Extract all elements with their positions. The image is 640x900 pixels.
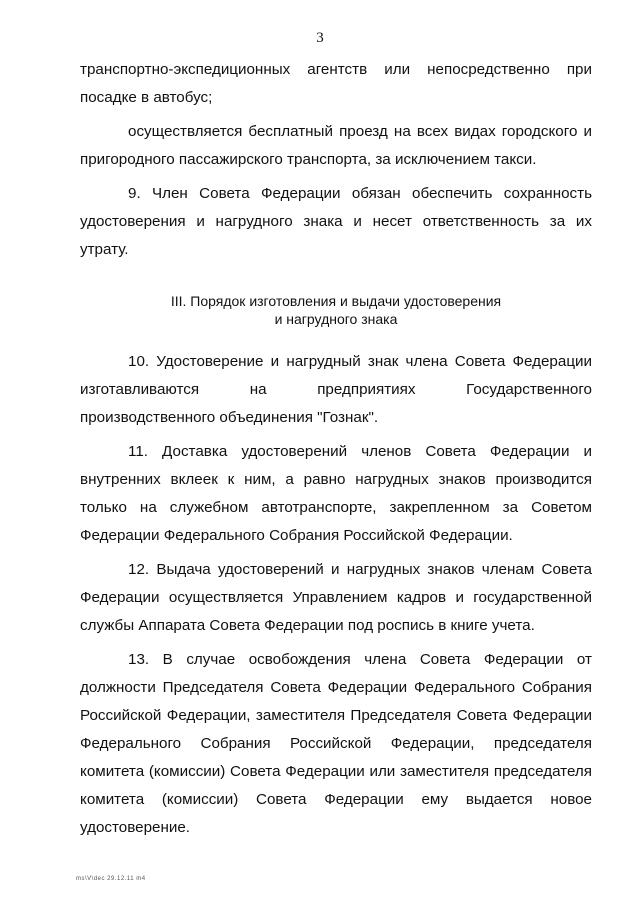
paragraph-free-travel: осуществляется бесплатный проезд на всех видах городского и пригородного пассажирского транспорта, за исключением такси. [80,123,592,168]
paragraph-10: 10. Удостоверение и нагрудный знак члена Совета Федерации изготавливаются на предприятиях Государственного производственного объединения "Гознак". [80,353,592,426]
document-body [80,56,592,848]
paragraph-9: 9. Член Совета Федерации обязан обеспечить сохранность удостоверения и нагрудного знака и несет ответственность за их утрату. [80,185,592,258]
section-heading-line-1: III. Порядок изготовления и выдачи удостоверения [170,293,502,309]
section-heading [80,292,592,328]
page-number: 3 [316,30,324,46]
paragraph-11: 11. Доставка удостоверений членов Совета Федерации и внутренних вклеек к ним, а равно нагрудных знаков производится только на служебном автотранспорте, закрепленном за Советом Федерации Федерального Собрания Российской Федерации. [80,443,592,544]
paragraph-continuation: транспортно-экспедиционных агентств или непосредственно при посадке в автобус; [80,61,592,106]
section-heading-line-2: и нагрудного знака [274,311,398,327]
paragraph-13: 13. В случае освобождения члена Совета Федерации от должности Председателя Совета Федерации Федерального Собрания Российской Федерации, заместителя Председателя Совета Федерации Федерального Собрания Российской Федерации, председателя комитета (комиссии) Совета Федерации или заместителя председателя комитета (комиссии) Совета Федерации ему выдается новое удостоверение. [80,651,592,836]
footer-file-mark: ms\V\dec 29.12.11 m4 [76,876,146,882]
paragraph-12: 12. Выдача удостоверений и нагрудных знаков членам Совета Федерации осуществляется Управлением кадров и государственной службы Аппарата Совета Федерации под роспись в книге учета. [80,561,592,634]
